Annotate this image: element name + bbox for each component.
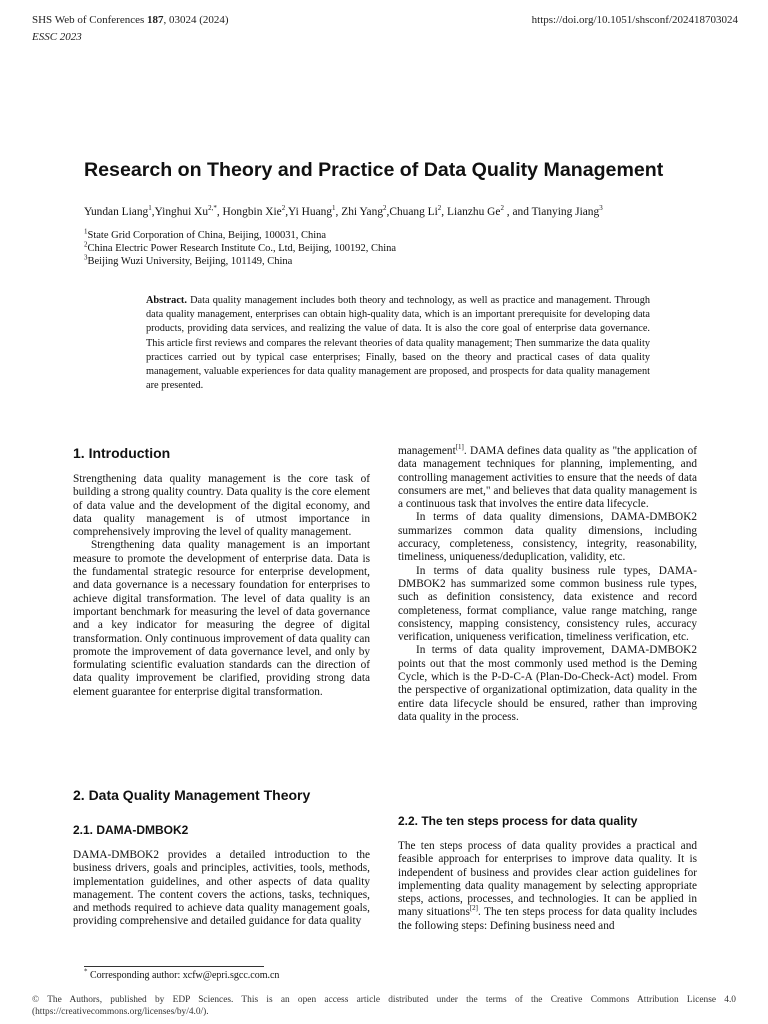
author-name: Yundan Liang — [84, 206, 149, 218]
author-affiliation-mark: 3 — [599, 204, 603, 213]
author-name: Hongbin Xie — [222, 206, 282, 218]
volume-number: 187 — [147, 14, 164, 26]
journal-citation: SHS Web of Conferences 187, 03024 (2024) — [32, 14, 229, 26]
author-affiliation-mark: 1 — [148, 204, 152, 213]
ten-steps-body — [398, 840, 697, 933]
author-separator: , — [151, 206, 155, 218]
author-name: Lianzhu Ge — [446, 206, 501, 218]
paragraph: Strengthening data quality management is the core task of building a strong quality country. Data quality is the core element of data value and the development of the digital economy, and data quality management is of utmost importance in comprehensively improving the level of quality management. — [73, 473, 370, 539]
dama-continued-body — [398, 445, 697, 724]
citation-ref[interactable]: [1] — [455, 443, 464, 452]
affiliation-2: $^2$China Electric Power Research Institute Co., Ltd, Beijing, 100192, China — [84, 240, 397, 254]
paragraph: Strengthening data quality management is an important measure to promote the development of enterprise data. Data is the fundamental strategic resource for enterprise development, and data governance is a necessary foundation for enterprises to achieve digital transformation. The level of data quality is an important benchmark for measuring the level of data governance and a key indicator for measuring the degree of digital transformation. Only continuous improvement of data quality can promote the improvement of data governance level, and only by formulating scientific evaluation standards can the direction of data quality improvement be clarified, providing strong data element guarantee for enterprise digital transformation. — [73, 539, 370, 698]
dama-body — [73, 849, 370, 929]
subsection-heading-dama: 2.1. DAMA-DMBOK2 — [73, 823, 189, 837]
author-affiliation-mark: 2 — [383, 204, 387, 213]
footnote-divider — [84, 966, 264, 967]
author-separator: , — [285, 206, 289, 218]
author-name: Chuang Li — [389, 206, 438, 218]
author-affiliation-mark: 1 — [332, 204, 336, 213]
author-separator: , — [441, 206, 447, 218]
abstract-label: Abstract. — [146, 295, 187, 306]
section-heading-theory: 2. Data Quality Management Theory — [73, 787, 311, 803]
author-separator: , — [335, 206, 342, 218]
paragraph: In terms of data quality business rule types, DAMA-DMBOK2 has summarized some common business rule types, such as definition consistency, data existence and record completeness, format compliance, value range matching, range consistency, mapping consistency, consistency rules, accuracy verification, uniqueness verification, timeliness verification, etc. — [398, 564, 697, 644]
intro-body — [73, 473, 370, 699]
citation-ref[interactable]: [2] — [469, 904, 479, 913]
author-name: Yinghui Xu — [154, 206, 209, 218]
author-name: Zhi Yang — [341, 206, 384, 218]
paragraph: In terms of data quality improvement, DAMA-DMBOK2 points out that the most commonly used method is the Deming Cycle, which is the P-D-C-A (Plan-Do-Check-Act) model. From the perspective of organizational optimization, data quality in the entire data lifecycle should be ensured, rather than improving data quality in the process. — [398, 644, 697, 723]
doi-link[interactable]: https://doi.org/10.1051/shsconf/202418703024 — [531, 14, 738, 26]
license-notice: © The Authors, published by EDP Sciences. This is an open access article distributed under the terms of the Creative Commons Attribution License 4.0 (https://creativecommons.org/licenses/by/4.0/). — [32, 995, 736, 1017]
paper-title: Research on Theory and Practice of Data Quality Management — [84, 159, 664, 181]
author-name: Tianying Jiang — [531, 206, 600, 218]
author-separator: , — [386, 206, 390, 218]
conference-name: ESSC 2023 — [32, 31, 82, 43]
paragraph: management[1]. DAMA defines data quality as "the application of data management techniques for planning, implementing, and controlling management activities to ensure that the needs of data consumers are met," and believes that data quality management is a continuous task that involves the entire data lifecycle. — [398, 443, 697, 511]
author-name: Yi Huang — [288, 206, 333, 218]
author-separator: , and — [503, 206, 532, 218]
section-heading-introduction: 1. Introduction — [73, 445, 171, 461]
affiliation-3: $^3$Beijing Wuzi University, Beijing, 101149, China — [84, 253, 293, 267]
author-affiliation-mark: 2 — [437, 204, 442, 213]
abstract-text: Data quality management includes both theory and technology, as well as practice and management. Through data quality management, enterprises can obtain high-quality data, which is an important prerequisite for developing data products, providing data services, and realizing the value of data. It is also the core goal of enterprise data governance. This article first reviews and compares the relevant theories of data quality management; Then summarize the data quality practices carried out by typical case enterprises; Finally, based on the theory and practical cases of data quality management, valuable experiences for data quality management are proposed, and prospects for data quality management are presented. — [146, 295, 650, 392]
author-separator: , — [216, 206, 223, 218]
footnote: * Corresponding author: xcfw@epri.sgcc.com.cn — [84, 967, 280, 981]
paragraph: DAMA-DMBOK2 provides a detailed introduction to the business drivers, goals and principles, activities, tools, methods, implementation guidelines, and other aspects of data quality management. The content covers the actions, tasks, techniques, and methods required to achieve data quality management goals, providing comprehensive and detailed guidance for data quality — [73, 849, 370, 928]
author-affiliation-mark: 2 — [500, 204, 504, 213]
author-affiliation-mark: 2,* — [208, 204, 217, 213]
author-affiliation-mark: 2 — [281, 204, 286, 213]
paragraph: In terms of data quality dimensions, DAMA-DMBOK2 summarizes common data quality dimensions, including accuracy, completeness, consistency, integrity, reasonability, timeliness, uniqueness/deduplication, validity, etc. — [398, 511, 697, 564]
affiliation-1: $^1$State Grid Corporation of China, Beijing, 100031, China — [84, 227, 327, 241]
author-list — [84, 205, 603, 219]
subsection-heading-ten-steps: 2.2. The ten steps process for data quality — [398, 814, 638, 828]
abstract — [146, 294, 650, 393]
paragraph: The ten steps process of data quality provides a practical and feasible approach for enterprises to improve data quality. It is independent of business and provides clear action guidelines for implementing data quality management by selecting appropriate steps, actions, processes, and technologies. It can be applied in many situations[2]. The ten steps process for data quality includes the following steps: Defining business need and — [398, 840, 697, 932]
